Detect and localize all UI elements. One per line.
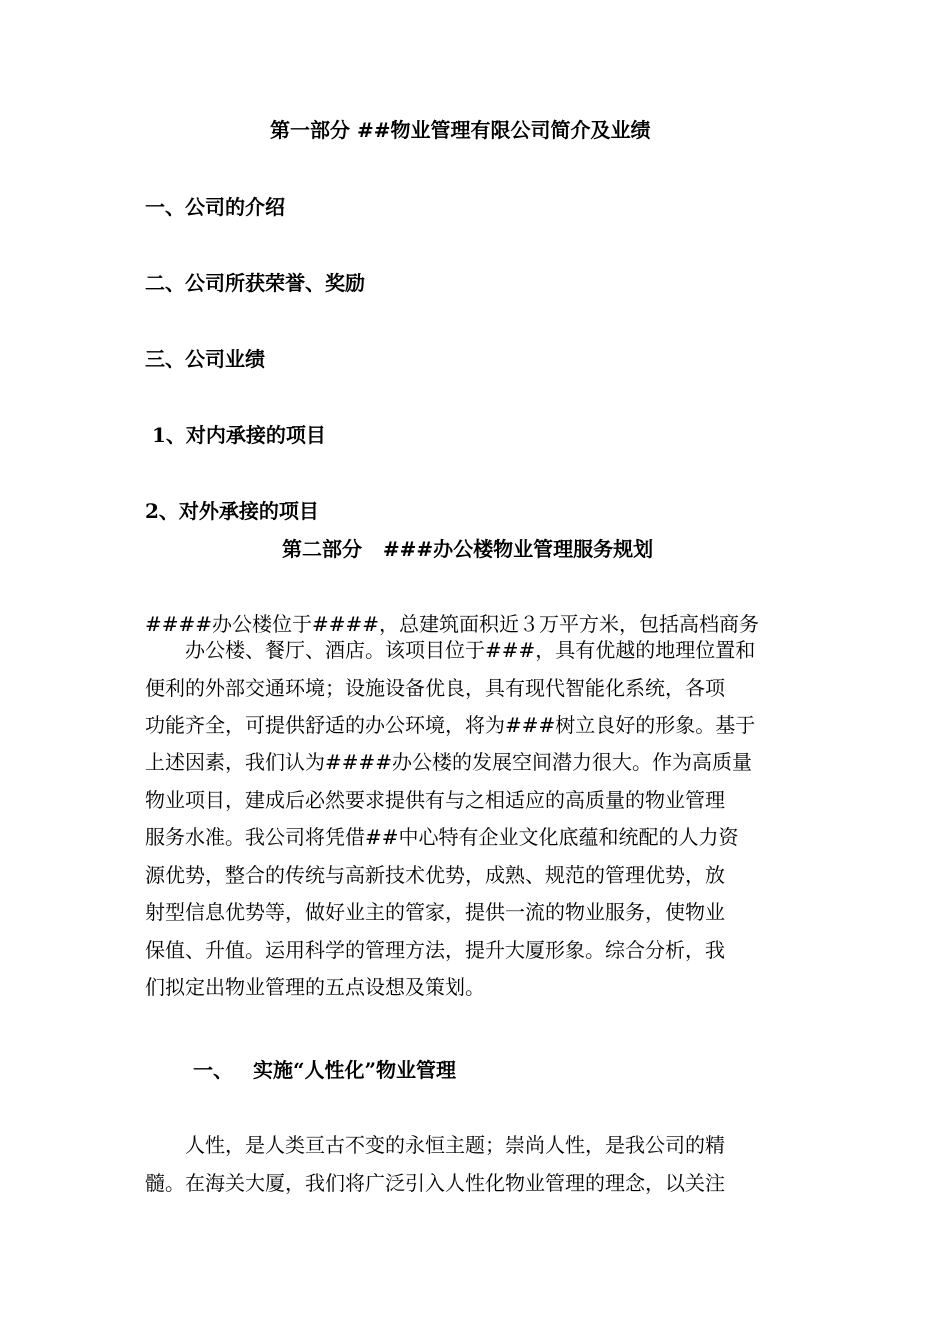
- intro-line-1: ####办公楼位于####，总建筑面积近３万平方米，包括高档商务: [145, 612, 760, 636]
- part1-item-internal-projects: 1、对内承接的项目: [145, 423, 326, 447]
- intro-line-9: 射型信息优势等，做好业主的管家，提供一流的物业服务，使物业: [145, 900, 725, 924]
- intro-line-3: 便利的外部交通环境；设施设备优良，具有现代智能化系统，各项: [145, 676, 725, 700]
- part1-item-external-projects: 2、对外承接的项目: [145, 499, 319, 523]
- section1-line-1: 人性，是人类亘古不变的永恒主题；崇尚人性，是我公司的精: [185, 1133, 725, 1157]
- section1-title: 实施“人性化”物业管理: [253, 1058, 457, 1082]
- intro-line-8: 源优势，整合的传统与高新技术优势，成熟、规范的管理优势，放: [145, 863, 725, 887]
- part1-title: 第一部分 ##物业管理有限公司简介及业绩: [270, 118, 651, 142]
- part1-item-performance: 三、公司业绩: [145, 347, 265, 371]
- part1-item-company-intro: 一、公司的介绍: [145, 195, 285, 219]
- intro-line-4: 功能齐全，可提供舒适的办公环境，将为###树立良好的形象。基于: [145, 713, 756, 737]
- part2-title: 第二部分 ###办公楼物业管理服务规划: [282, 537, 654, 561]
- section1-line-2: 髓。在海关大厦，我们将广泛引入人性化物业管理的理念，以关注: [145, 1171, 725, 1195]
- intro-line-7: 服务水准。我公司将凭借##中心特有企业文化底蕴和统配的人力资: [145, 825, 739, 849]
- intro-line-5: 上述因素，我们认为####办公楼的发展空间潜力很大。作为高质量: [145, 750, 753, 774]
- intro-line-6: 物业项目，建成后必然要求提供有与之相适应的高质量的物业管理: [145, 788, 725, 812]
- intro-line-11: 们拟定出物业管理的五点设想及策划。: [145, 975, 485, 999]
- part1-item-honors: 二、公司所获荣誉、奖励: [145, 271, 365, 295]
- intro-line-10: 保值、升值。运用科学的管理方法，提升大厦形象。综合分析，我: [145, 938, 725, 962]
- intro-line-2: 办公楼、餐厅、酒店。该项目位于###，具有优越的地理位置和: [185, 638, 756, 662]
- section1-number: 一、: [193, 1058, 233, 1082]
